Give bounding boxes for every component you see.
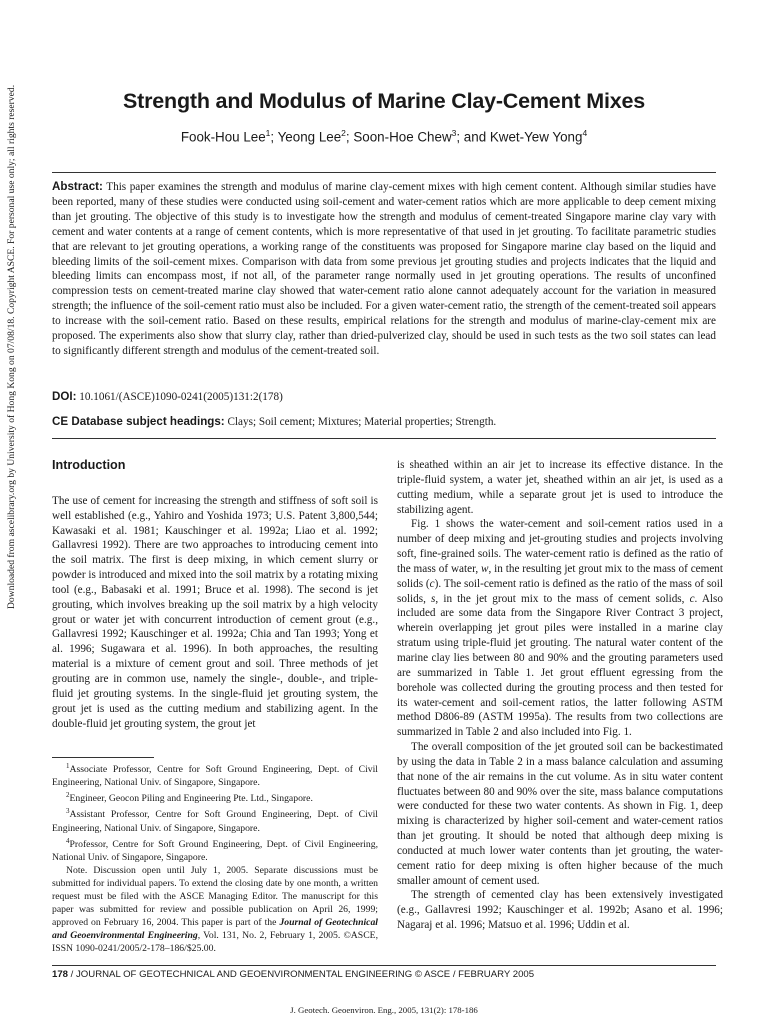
- math-symbol: s: [431, 592, 436, 605]
- author-line: [52, 128, 716, 144]
- subject-headings: [52, 415, 716, 428]
- footnote-text: Assistant Professor, Centre for Soft Ground Engineering, Dept. of Civil Engineering, National Univ. of Singapore, Singapore.: [52, 809, 378, 834]
- footer-rule: [52, 965, 716, 966]
- footnote-rule: [52, 757, 154, 758]
- author-separator: ; and: [456, 129, 490, 145]
- abstract-top-rule: [52, 172, 716, 173]
- footnote-text: Engineer, Geocon Piling and Engineering Pte. Ltd., Singapore.: [69, 793, 313, 805]
- journal-name: Journal of Geotechnical and Geoenvironmental Engineering: [52, 916, 378, 941]
- text-run: ). The soil-cement ratio is defined as the ratio of the mass of soil solids,: [397, 577, 723, 605]
- author-sup: 4: [582, 128, 588, 138]
- journal-footer-text: / JOURNAL OF GEOTECHNICAL AND GEOENVIRONMENTAL ENGINEERING © ASCE / FEBRUARY 2005: [68, 969, 535, 980]
- abstract: [52, 180, 716, 359]
- footnote-text: Professor, Centre for Soft Ground Engineering, Dept. of Civil Engineering, National Univ. of Singapore, Singapore.: [52, 838, 378, 863]
- section-heading-introduction: Introduction: [52, 458, 126, 472]
- body-paragraph: The strength of cemented clay has been extensively investigated (e.g., Gallavresi 1992; Kauschinger et al. 1992b; Asano et al. 1996; Nagaraj et al. 1996; Matsuo et al. 1996; Uddin et al.: [397, 889, 723, 932]
- author-name: Fook-Hou Lee: [180, 129, 266, 145]
- footnote-text: Associate Professor, Centre for Soft Ground Engineering, Dept. of Civil Engineering, National Univ. of Singapore, Singapore.: [52, 764, 378, 789]
- footnote-mark: 4: [66, 836, 70, 845]
- abstract-bottom-rule: [52, 438, 716, 439]
- download-side-note: Downloaded from ascelibrary.org by University of Hong Kong on 07/08/18. Copyright ASCE. For personal use only; all rights reserved.: [6, 84, 17, 609]
- doi-label: DOI:: [52, 390, 77, 403]
- doi-line: [52, 390, 716, 403]
- left-column: [52, 458, 378, 731]
- footnote: [52, 760, 378, 789]
- footnote-mark: 3: [66, 807, 70, 816]
- math-symbol: c: [429, 577, 435, 590]
- author-name: Kwet-Yew Yong: [489, 129, 583, 145]
- footnote: [52, 789, 378, 805]
- paper-title: Strength and Modulus of Marine Clay-Cement Mixes: [123, 89, 645, 113]
- subject-headings-label: CE Database subject headings:: [52, 415, 225, 428]
- footnotes: [52, 760, 378, 955]
- author-name: Yeong Lee: [277, 129, 342, 145]
- author-sup: 3: [451, 128, 457, 138]
- author-name: Soon-Hoe Chew: [353, 129, 452, 145]
- body-paragraph: The overall composition of the jet grouted soil can be backestimated by using the data in Table 2 in a mass balance calculation and assuming that none of the air remains in the cut volume. As in situ water content fluctuates between 80 and 90% over the site, mass balance computations were conducted for these two water contents. As shown in Fig. 1, deep mixing is characterized by higher soil-cement and water-cement ratios than jet grouting. It should be noted that although deep mixing is conducted at much lower water contents than jet grouting, the water-cement ratio for deep mixing is often higher because of the much smaller amount of cement used.: [397, 741, 723, 887]
- citation-footer: J. Geotech. Geoenviron. Eng., 2005, 131(2): 178-186: [290, 1005, 478, 1015]
- running-footer: [52, 969, 534, 980]
- note-text: Note. Discussion open until July 1, 2005. Separate discussions must be submitted for individual papers. To extend the closing date by one month, a written request must be filed with the ASCE Managing Editor. The manuscript for this paper was submitted for review and possible publication on April 26, 1999; approved on February 16, 2004. This paper is part of the: [52, 864, 378, 928]
- author-separator: ;: [345, 129, 354, 145]
- author-separator: ;: [270, 129, 278, 145]
- math-symbol: c: [689, 592, 695, 605]
- right-column: [397, 458, 723, 933]
- body-paragraph: The use of cement for increasing the strength and stiffness of soft soil is well established (e.g., Yahiro and Yoshida 1973; U.S. Patent 3,800,544; Kawasaki et al. 1981; Kauschinger et al. 1992a; Liao et al. 1992; Gallavresi 1992). There are two approaches to introducing cement into the soil matrix. The first is deep mixing, in which cement slurry or powder is introduced and mixed into the soil matrix by a rotating mixing tool (e.g., Babasaki et al. 1991; Bruce et al. 1998). The second is jet grouting, which involves breaking up the soil matrix by a high velocity grout or water jet with concurrent introduction of cement grout (e.g., Gallavresi 1992; Kauschinger et al. 1992a; Chia and Tan 1993; Yong et al. 1996; Sugawara et al. 1996). In both approaches, the resulting material is a mixture of cement grout and soil. Three methods of jet grouting are in common use, namely the single-, double-, and triple-fluid jet grouting systems. In the single-fluid jet grouting system, the grout jet is used as the cutting medium and stabilizing agent. In the double-fluid jet grouting system, the grout jet: [52, 494, 378, 730]
- footnote-mark: 1: [66, 762, 70, 770]
- doi-value: 10.1061/(ASCE)1090-0241(2005)131:2(178): [79, 391, 283, 403]
- page-number: 178: [52, 969, 69, 980]
- footnote: [52, 805, 378, 834]
- body-paragraph: [397, 517, 723, 740]
- text-run: Fig. 1 shows the water-cement and soil-cement ratios used in a number of deep mixing and jet-grouting studies and projects involving soft, fine-grained soils. The water-cement ratio is defined as the ratio of the mass of water,: [397, 518, 723, 575]
- author-sup: 1: [265, 128, 271, 138]
- body-paragraph: is sheathed within an air jet to increase its effective distance. In the triple-fluid system, a water jet, sheathed within an air jet, is used as a cutting medium, while a separate grout jet is used to introduce the stabilizing agent.: [397, 459, 723, 516]
- text-run: , in the resulting jet grout mix to the mass of cement solids (: [397, 562, 723, 590]
- footnote: [52, 835, 378, 864]
- discussion-note: [52, 864, 378, 955]
- note-text: , Vol. 131, No. 2, February 1, 2005. ©ASCE, ISSN 1090-0241/2005/2-178–186/$25.00.: [52, 929, 378, 954]
- abstract-label: Abstract:: [52, 180, 103, 193]
- abstract-text: This paper examines the strength and modulus of marine clay-cement mixes with high cement content. Although similar studies have been reported, many of these studies were conducted using soil-cement and water-cement ratios which are more applicable to deep cement mixing than jet grouting. The objective of this study is to investigate how the strength and modulus of cement-treated Singapore marine clay vary with cement and water contents at a range of cement contents, which is more representative of that used in jet grouting. To facilitate parametric studies that are relevant to jet grouting operations, a working range of the constituents was proposed for Singapore marine clay based on the liquid and bleeding limits of the soil-cement mixes. Comparison with data from some previous jet grouting studies and projects indicates that the liquid and bleeding limits can encompass most, if not all, of the parameter range normally used in jet grouting operations. The results of unconfined compression tests on cement-treated marine clay showed that water-cement ratio alone cannot adequately account for the variation in measured strength; the influence of the soil-cement ratio must also be included. For a given water-cement ratio, the strength of the cement-treated soil appears to increase with the soil-cement ratio. Based on these results, empirical relations for the strength and modulus of marine-clay-cement mix are proposed. The experiments also show that slurry clay, rather than dried-pulverized clay, should be used in such tests as the two soil states can lead to significantly different strength and modulus of the cement-treated soil.: [52, 181, 716, 357]
- math-symbol: w: [481, 562, 489, 575]
- text-run: , in the jet grout mix to the mass of cement solids,: [435, 592, 690, 605]
- text-run: . Also included are some data from the Singapore River Contract 3 project, wherein overlapping jet grout piles were installed in a marine clay stratum using triple-fluid jet grouting. The natural water content of the marine clay lies between 80 and 90% and the grouting parameters used are summarized in Table 1. Jet grout effluent egressing from the borehole was collected during the grouting process and then tested for its water-cement and soil-cement ratios, the latter following ASTM method D806-89 (ASTM 1995a). The results from two collections are summarized in Table 2 and also included into Fig. 1.: [397, 592, 723, 739]
- author-sup: 2: [341, 128, 346, 138]
- footnote-mark: 2: [66, 791, 70, 800]
- subject-headings-value: Clays; Soil cement; Mixtures; Material properties; Strength.: [227, 416, 497, 428]
